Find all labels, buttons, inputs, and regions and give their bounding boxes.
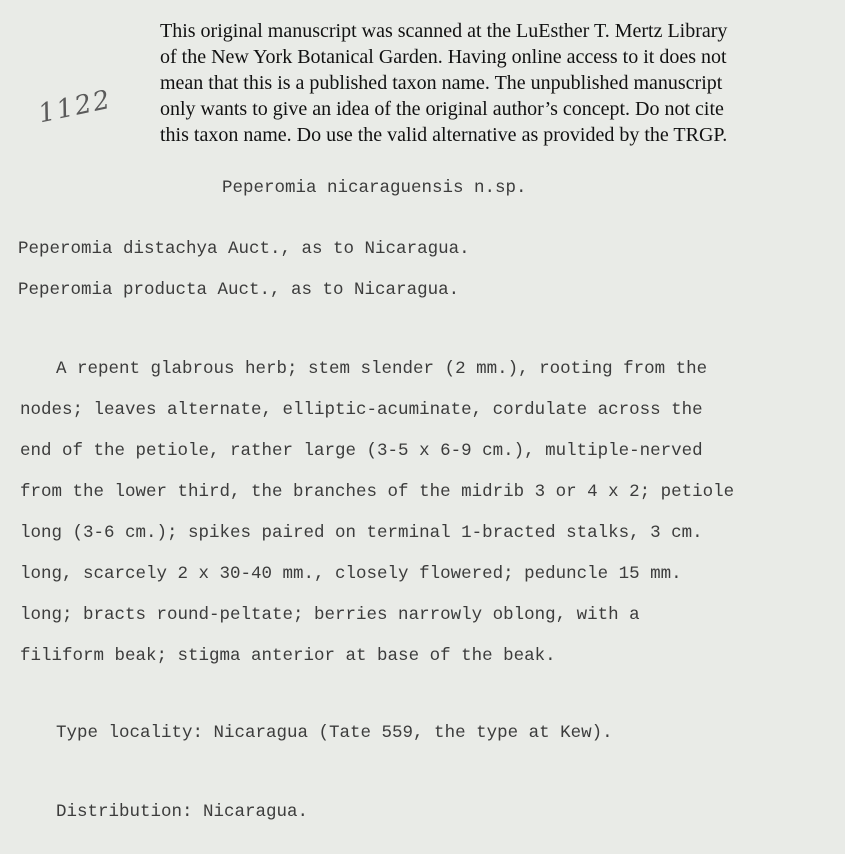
description-line: A repent glabrous herb; stem slender (2 mm.), rooting from the: [56, 359, 708, 379]
library-notice: [160, 18, 810, 148]
description-line: long, scarcely 2 x 30-40 mm., closely flowered; peduncle 15 mm.: [20, 564, 682, 584]
handwritten-number: 1122: [35, 84, 115, 130]
distribution: Distribution: Nicaragua.: [56, 802, 309, 822]
description-line: nodes; leaves alternate, elliptic-acuminate, cordulate across the: [20, 400, 703, 420]
species-description: [20, 357, 734, 685]
notice-line: of the New York Botanical Garden. Having online access to it does not: [160, 46, 727, 68]
synonym-line: Peperomia producta Auct., as to Nicaragua.: [18, 280, 460, 300]
description-line: end of the petiole, rather large (3-5 x 6-9 cm.), multiple-nerved: [20, 441, 703, 461]
notice-line: only wants to give an idea of the original author’s concept. Do not cite: [160, 98, 724, 120]
description-line: long (3-6 cm.); spikes paired on terminal 1-bracted stalks, 3 cm.: [20, 523, 703, 543]
notice-line: mean that this is a published taxon name. The unpublished manuscript: [160, 72, 723, 94]
notice-line: this taxon name. Do use the valid alternative as provided by the TRGP.: [160, 124, 728, 146]
description-line: from the lower third, the branches of the midrib 3 or 4 x 2; petiole: [20, 482, 735, 502]
species-title: Peperomia nicaraguensis n.sp.: [222, 178, 527, 198]
type-locality: Type locality: Nicaragua (Tate 559, the type at Kew).: [56, 723, 613, 743]
description-line: long; bracts round-peltate; berries narrowly oblong, with a: [20, 605, 640, 625]
synonym-line: Peperomia distachya Auct., as to Nicaragua.: [18, 239, 470, 259]
description-line: filiform beak; stigma anterior at base of the beak.: [20, 646, 556, 666]
notice-line: This original manuscript was scanned at the LuEsther T. Mertz Library: [160, 20, 728, 42]
